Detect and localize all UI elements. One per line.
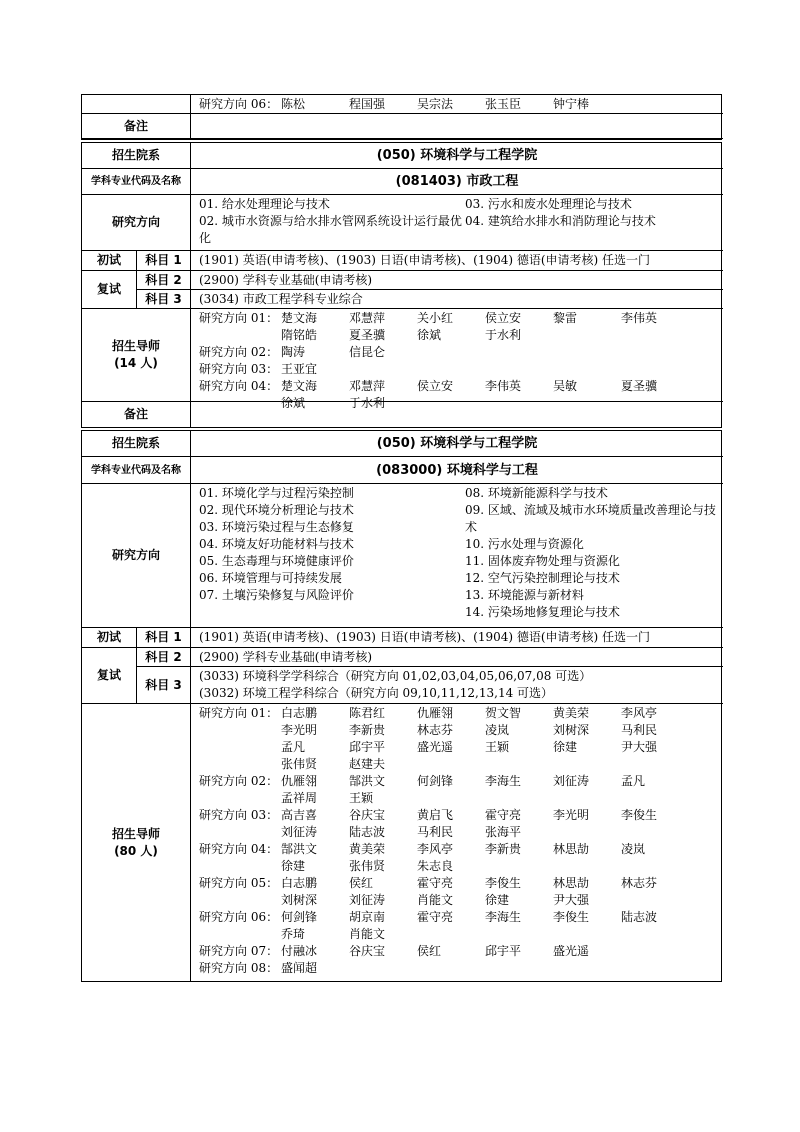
tutor-name: 王亚宜 — [281, 362, 318, 376]
direction-item: 05. 生态毒理与环境健康评价 — [199, 554, 354, 568]
subject2-label: 科目 2 — [137, 648, 191, 667]
tutor-name: 楚文海 — [281, 379, 318, 393]
tutor-names — [281, 875, 719, 909]
direction-item: 02. 城市水资源与给水排水管网系统设计运行最优化 — [199, 214, 462, 245]
tutor-names — [281, 909, 719, 943]
tutor-names — [281, 943, 719, 960]
tutor-name: 侯立安 — [417, 379, 454, 393]
tutor-row — [199, 841, 719, 875]
tutor-direction-label: 研究方向 06： — [199, 97, 279, 111]
direction-item: 09. 区域、流域及城市水环境质量改善理论与技术 — [465, 503, 716, 534]
tutor-name: 黄启飞 — [417, 808, 454, 822]
tutor-name: 张伟贤 — [349, 859, 386, 873]
direction-item: 04. 建筑给水排水和消防理论与技术 — [465, 214, 656, 228]
subject3-value: (3034) 市政工程学科专业综合 — [191, 290, 723, 309]
tutor-name: 楚文海 — [281, 311, 318, 325]
tutor-direction-label: 研究方向 03： — [199, 808, 279, 822]
tutor-list — [191, 309, 723, 410]
tutor-direction-label: 研究方向 04： — [199, 842, 279, 856]
tutor-name: 李新贵 — [349, 723, 386, 737]
tutor-name: 侯立安 — [485, 311, 522, 325]
tutor-name: 白志鹏 — [281, 876, 318, 890]
subject2-label: 科目 2 — [137, 271, 191, 290]
tutor-name: 邱宇平 — [485, 944, 522, 958]
tutor-label — [82, 704, 191, 981]
tutor-name: 胡京南 — [349, 910, 386, 924]
remark-label: 备注 — [82, 402, 191, 427]
tutor-name: 夏圣骥 — [349, 328, 386, 342]
direction-item: 13. 环境能源与新材料 — [465, 588, 584, 602]
tutor-name: 赵建夫 — [349, 757, 386, 771]
tutor-name: 孟祥周 — [281, 791, 318, 805]
tutor-row — [199, 909, 719, 943]
tutor-label-text: 招生导师 — [111, 826, 160, 841]
tutor-name: 盛闻超 — [281, 961, 318, 975]
tutor-direction-label: 研究方向 02： — [199, 774, 279, 788]
direction-right — [465, 485, 723, 621]
direction-item: 02. 现代环境分析理论与技术 — [199, 503, 354, 517]
tutor-name: 霍守亮 — [417, 910, 454, 924]
tutor-direction-label: 研究方向 07： — [199, 944, 279, 958]
tutor-name: 侯红 — [349, 876, 374, 890]
remark-value — [191, 114, 723, 139]
tutor-name: 孟凡 — [281, 740, 306, 754]
tutor-label-text: 招生导师 — [111, 339, 160, 353]
tutor-name: 徐建 — [281, 859, 306, 873]
exam2-label: 复试 — [82, 271, 137, 309]
tutor-name: 夏圣骥 — [621, 379, 658, 393]
tutor-name: 陈松 — [281, 97, 306, 111]
tutor-name: 马利民 — [621, 723, 658, 737]
tutor-row — [199, 705, 719, 773]
tutor-name: 白志鹏 — [281, 706, 318, 720]
direction-item: 03. 污水和废水处理理论与技术 — [465, 197, 632, 211]
tutor-name: 刘征涛 — [281, 825, 318, 839]
tutor-name: 李伟英 — [485, 379, 522, 393]
tutor-name: 邓慧萍 — [349, 379, 386, 393]
tutor-name: 黎雷 — [553, 311, 578, 325]
direction-item: 01. 环境化学与过程污染控制 — [199, 486, 354, 500]
tutor-row — [199, 943, 719, 960]
tutor-name: 林思劼 — [553, 876, 590, 890]
enrollment-table — [81, 94, 722, 982]
direction-left — [199, 485, 465, 621]
tutor-name: 于水利 — [485, 328, 522, 342]
subject2-value: (2900) 学科专业基础(申请考核) — [191, 648, 723, 667]
major-label: 学科专业代码及名称 — [82, 169, 191, 195]
tutor-name: 吴敏 — [553, 379, 578, 393]
tutor-name: 仇雁翎 — [281, 774, 318, 788]
tutor-name: 王颖 — [349, 791, 374, 805]
tutor-name: 孟凡 — [621, 774, 646, 788]
exam1-label: 初试 — [82, 628, 137, 648]
subject3-label: 科目 3 — [137, 290, 191, 309]
tutor-name: 黄美荣 — [553, 706, 590, 720]
tutor-name: 张玉臣 — [485, 97, 522, 111]
tutor-name: 林志芬 — [417, 723, 454, 737]
direction-item: 14. 污染场地修复理论与技术 — [465, 605, 620, 619]
tutor-count: (14 人) — [114, 356, 158, 370]
tutor-line-top — [191, 95, 723, 114]
tutor-direction-label: 研究方向 01： — [199, 706, 279, 720]
tutor-name: 李伟英 — [621, 311, 658, 325]
tutor-direction-label: 研究方向 04： — [199, 379, 279, 393]
tutor-name: 盛光遥 — [553, 944, 590, 958]
tutor-row — [199, 344, 719, 361]
exam2-label: 复试 — [82, 648, 137, 704]
section-environmental-science — [81, 430, 722, 982]
college-name: (050) 环境科学与工程学院 — [191, 143, 723, 169]
tutor-direction-label: 研究方向 02： — [199, 345, 279, 359]
tutor-name: 刘树深 — [281, 893, 318, 907]
tutor-name: 李风亭 — [621, 706, 658, 720]
tutor-name: 霍守亮 — [417, 876, 454, 890]
major-name: (081403) 市政工程 — [191, 169, 723, 195]
tutor-name: 郜洪文 — [349, 774, 386, 788]
direction-left — [199, 196, 465, 247]
tutor-name: 付融冰 — [281, 944, 318, 958]
tutor-name: 刘征涛 — [349, 893, 386, 907]
tutor-name: 黄美荣 — [349, 842, 386, 856]
tutor-names — [281, 361, 719, 378]
tutor-names — [281, 344, 719, 361]
subject1-label: 科目 1 — [137, 628, 191, 648]
subject3-option-a: (3033) 环境科学学科综合（研究方向 01,02,03,04,05,06,07,08 可选） — [199, 669, 592, 683]
direction-item: 10. 污水处理与资源化 — [465, 537, 584, 551]
tutor-count: (80 人) — [114, 843, 158, 858]
tutor-label — [82, 309, 191, 402]
section-municipal-engineering — [81, 142, 722, 428]
direction-item: 12. 空气污染控制理论与技术 — [465, 571, 620, 585]
tutor-names — [281, 841, 719, 875]
remark-value — [191, 402, 723, 427]
subject3-label: 科目 3 — [137, 667, 191, 704]
tutor-name: 隋铭皓 — [281, 328, 318, 342]
tutor-name: 郜洪文 — [281, 842, 318, 856]
tutor-name: 邓慧萍 — [349, 311, 386, 325]
tutor-direction-label: 研究方向 01： — [199, 311, 279, 325]
tutor-name: 何剑锋 — [281, 910, 318, 924]
tutor-direction-label: 研究方向 06： — [199, 910, 279, 924]
direction-list — [191, 195, 723, 251]
tutor-name: 霍守亮 — [485, 808, 522, 822]
tutor-name: 徐建 — [553, 740, 578, 754]
tutor-name: 陈君红 — [349, 706, 386, 720]
tutor-name: 徐建 — [485, 893, 510, 907]
major-name: (083000) 环境科学与工程 — [191, 457, 723, 484]
tutor-name: 于水利 — [349, 396, 386, 410]
direction-list — [191, 484, 723, 628]
direction-item: 11. 固体废弃物处理与资源化 — [465, 554, 620, 568]
tutor-name: 刘树深 — [553, 723, 590, 737]
college-label: 招生院系 — [82, 431, 191, 457]
tutor-name: 仇雁翎 — [417, 706, 454, 720]
tutor-direction-label: 研究方向 03： — [199, 362, 279, 376]
direction-right — [465, 196, 723, 247]
college-label: 招生院系 — [82, 143, 191, 169]
tutor-name: 刘征涛 — [553, 774, 590, 788]
tutor-name: 李海生 — [485, 774, 522, 788]
direction-item: 04. 环境友好功能材料与技术 — [199, 537, 354, 551]
tutor-row — [199, 96, 719, 113]
tutor-name: 乔琦 — [281, 927, 306, 941]
tutor-row — [199, 310, 719, 344]
tutor-name: 信昆仑 — [349, 345, 386, 359]
tutor-name: 李风亭 — [417, 842, 454, 856]
subject1-label: 科目 1 — [137, 251, 191, 271]
major-label: 学科专业代码及名称 — [82, 457, 191, 484]
tutor-row — [199, 807, 719, 841]
tutor-name: 盛光遥 — [417, 740, 454, 754]
tutor-list — [191, 704, 723, 981]
subject3-value — [191, 667, 723, 704]
tutor-name: 李俊生 — [485, 876, 522, 890]
direction-item: 03. 环境污染过程与生态修复 — [199, 520, 354, 534]
tutor-name: 朱志良 — [417, 859, 454, 873]
tutor-name: 关小红 — [417, 311, 454, 325]
tutor-direction-label: 研究方向 08： — [199, 961, 279, 975]
subject1-value: (1901) 英语(申请考核)、(1903) 日语(申请考核)、(1904) 德语(申请考核) 任选一门 — [191, 251, 723, 271]
tutor-row — [199, 773, 719, 807]
tutor-name: 贺文智 — [485, 706, 522, 720]
tutor-name: 钟宁棒 — [553, 97, 590, 111]
direction-item: 08. 环境新能源科学与技术 — [465, 486, 608, 500]
tutor-name: 林思劼 — [553, 842, 590, 856]
tutor-name: 徐斌 — [417, 328, 442, 342]
tutor-name: 尹大强 — [621, 740, 658, 754]
tutor-name: 李光明 — [553, 808, 590, 822]
college-name: (050) 环境科学与工程学院 — [191, 431, 723, 457]
tutor-row — [199, 960, 719, 977]
direction-item: 07. 土壤污染修复与风险评价 — [199, 588, 354, 602]
tutor-name: 林志芬 — [621, 876, 658, 890]
tutor-name: 肖能文 — [349, 927, 386, 941]
tutor-name: 邱宇平 — [349, 740, 386, 754]
subject3-option-b: (3032) 环境工程学科综合（研究方向 09,10,11,12,13,14 可选） — [199, 686, 554, 700]
tutor-name: 李光明 — [281, 723, 318, 737]
blank-cell — [82, 95, 191, 114]
tutor-name: 肖能文 — [417, 893, 454, 907]
tutor-names — [281, 773, 719, 807]
tutor-name: 张伟贤 — [281, 757, 318, 771]
tutor-name: 李俊生 — [621, 808, 658, 822]
tutor-names — [281, 310, 719, 344]
tutor-name: 尹大强 — [553, 893, 590, 907]
exam1-label: 初试 — [82, 251, 137, 271]
tutor-name: 陶涛 — [281, 345, 306, 359]
top-fragment — [81, 94, 722, 140]
tutor-name: 陆志波 — [621, 910, 658, 924]
tutor-name: 陆志波 — [349, 825, 386, 839]
remark-label: 备注 — [82, 114, 191, 139]
tutor-name: 何剑锋 — [417, 774, 454, 788]
direction-label: 研究方向 — [82, 195, 191, 251]
tutor-name: 李俊生 — [553, 910, 590, 924]
tutor-names — [281, 705, 719, 773]
tutor-row — [199, 875, 719, 909]
tutor-name: 凌岚 — [621, 842, 646, 856]
tutor-row — [199, 361, 719, 378]
tutor-name: 高吉喜 — [281, 808, 318, 822]
tutor-name: 凌岚 — [485, 723, 510, 737]
direction-label: 研究方向 — [82, 484, 191, 628]
tutor-name: 马利民 — [417, 825, 454, 839]
tutor-name: 王颖 — [485, 740, 510, 754]
tutor-name: 李海生 — [485, 910, 522, 924]
tutor-name: 谷庆宝 — [349, 808, 386, 822]
tutor-direction-label: 研究方向 05： — [199, 876, 279, 890]
tutor-names — [281, 960, 719, 977]
subject1-value: (1901) 英语(申请考核)、(1903) 日语(申请考核)、(1904) 德语(申请考核) 任选一门 — [191, 628, 723, 648]
direction-item: 01. 给水处理理论与技术 — [199, 197, 330, 211]
tutor-name: 张海平 — [485, 825, 522, 839]
tutor-name: 程国强 — [349, 97, 386, 111]
tutor-name: 侯红 — [417, 944, 442, 958]
direction-item: 06. 环境管理与可持续发展 — [199, 571, 342, 585]
tutor-name: 李新贵 — [485, 842, 522, 856]
tutor-names — [281, 807, 719, 841]
tutor-names — [281, 96, 719, 113]
tutor-name: 吴宗法 — [417, 97, 454, 111]
tutor-name: 谷庆宝 — [349, 944, 386, 958]
tutor-name: 徐斌 — [281, 396, 306, 410]
subject2-value: (2900) 学科专业基础(申请考核) — [191, 271, 723, 290]
